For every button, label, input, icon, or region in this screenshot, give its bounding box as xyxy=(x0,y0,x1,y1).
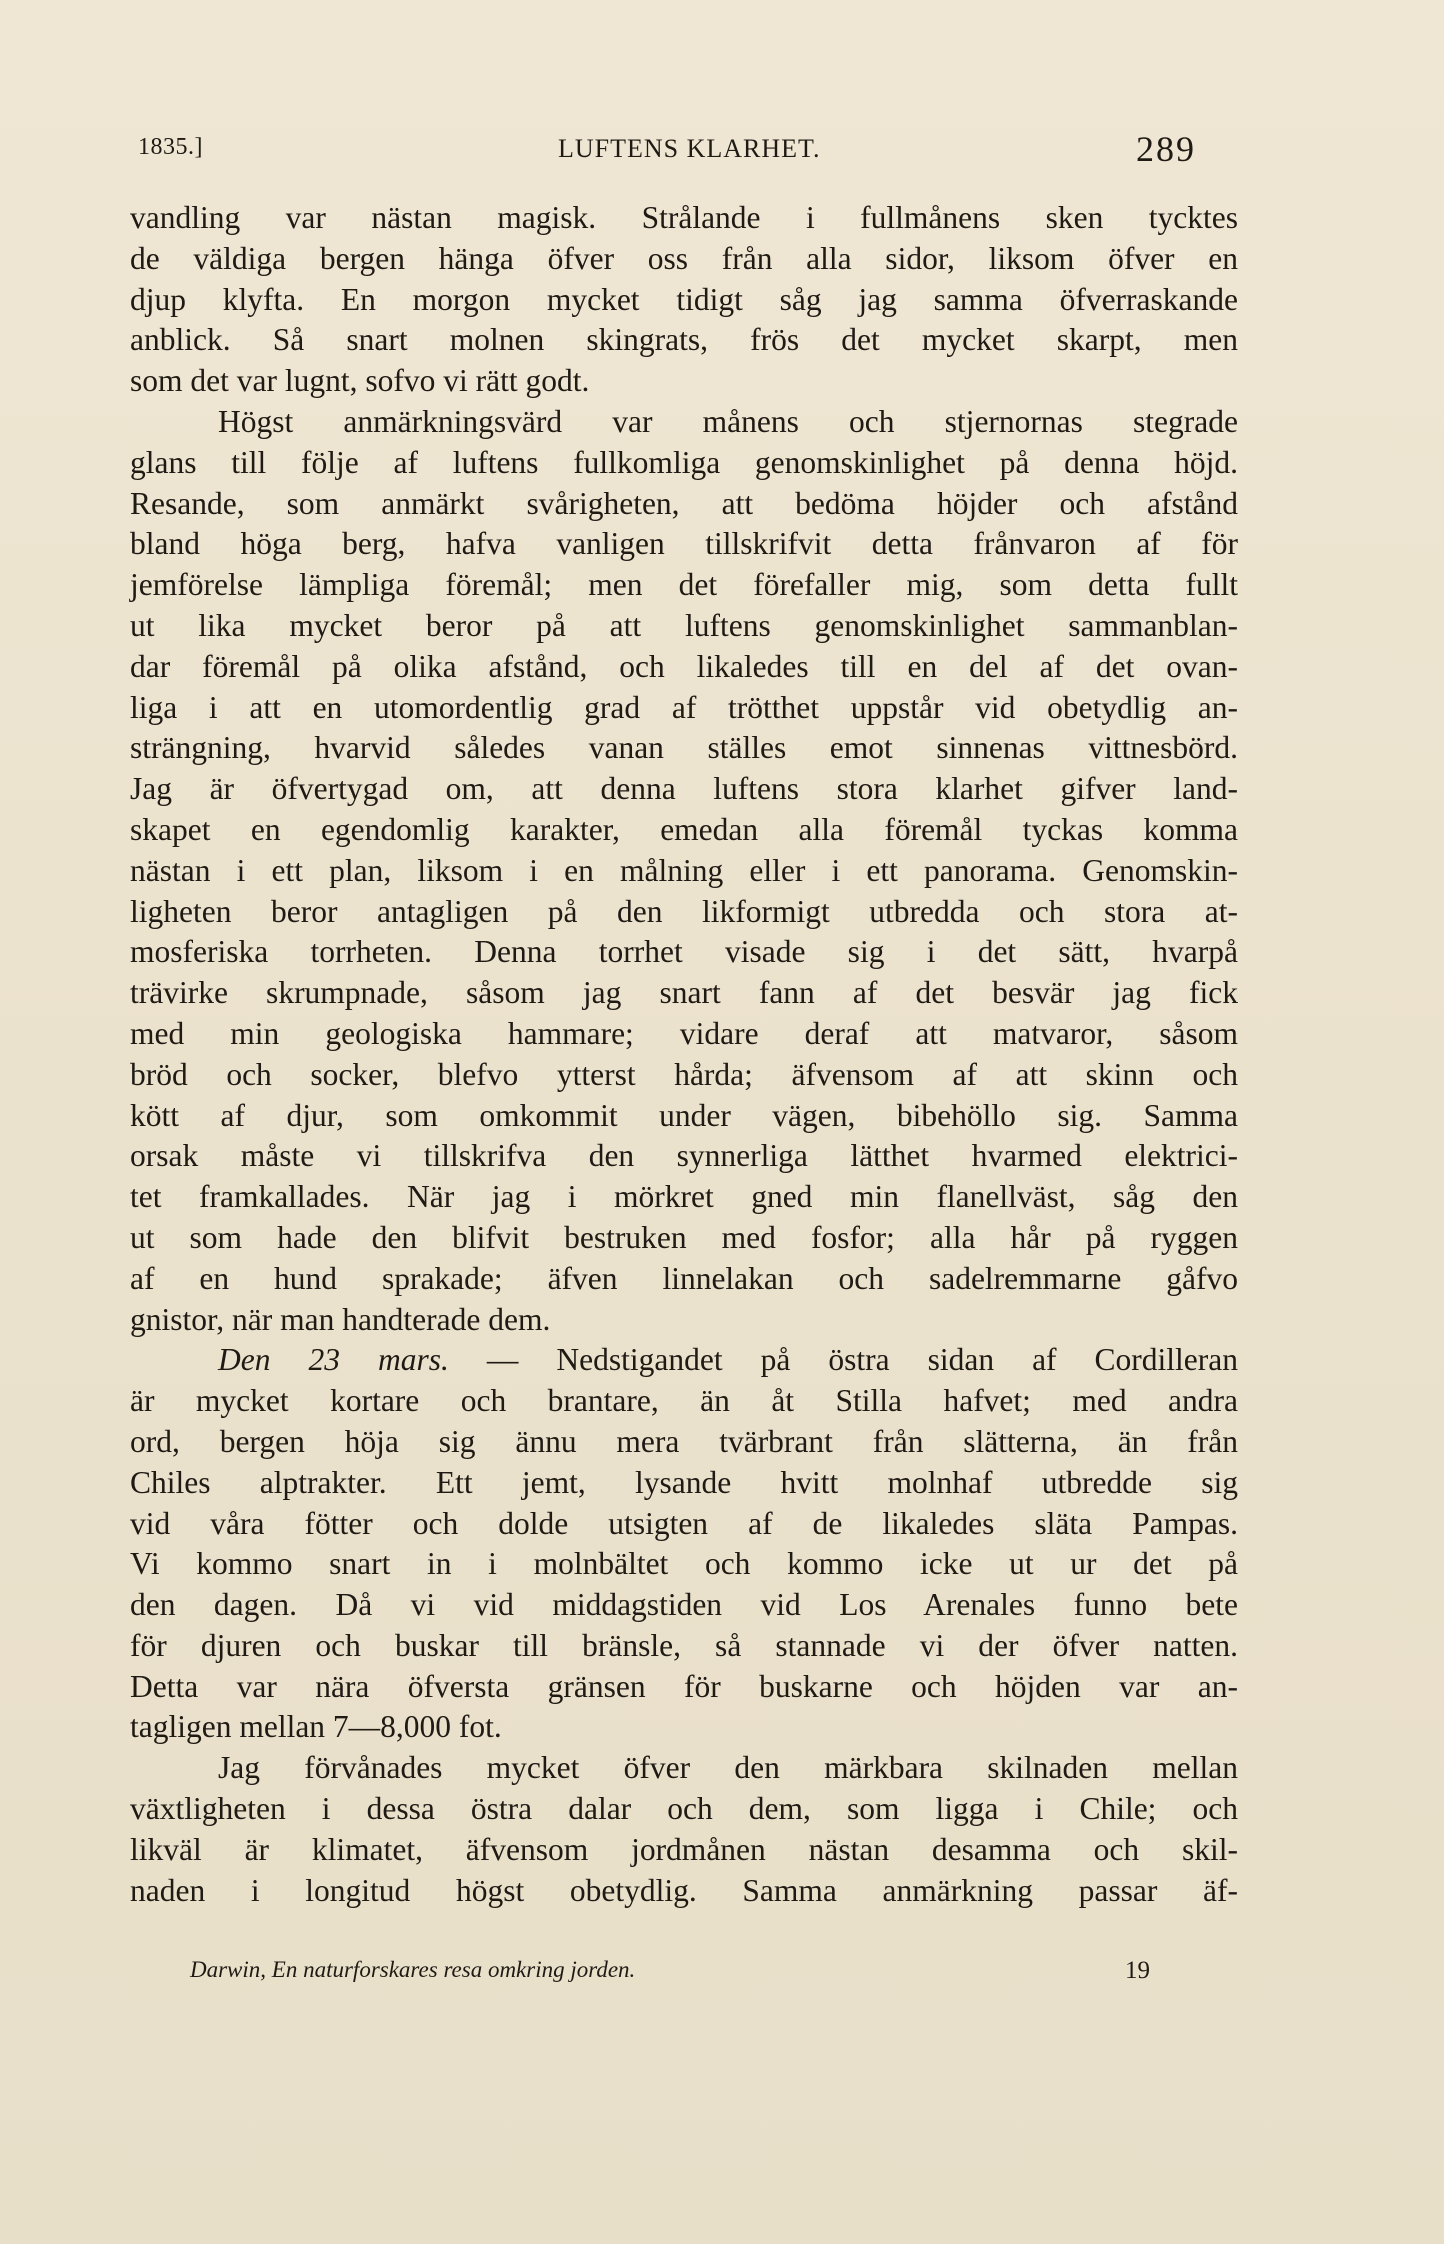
text-line: trävirke skrumpnade, såsom jag snart fann af det besvär jag fick xyxy=(130,975,1238,1011)
text-line: nästan i ett plan, liksom i en målning eller i ett panorama. Genomskin- xyxy=(130,852,1238,888)
text-line: bröd och socker, blefvo ytterst hårda; äfvensom af att skinn och xyxy=(130,1056,1238,1092)
header-title: LUFTENS KLARHET. xyxy=(558,134,821,163)
page-footer xyxy=(190,1957,1170,1997)
text-line: Detta var nära öfversta gränsen för buskarne och höjden var an- xyxy=(130,1668,1238,1704)
text-line: Jag är öfvertygad om, att denna luftens stora klarhet gifver land- xyxy=(130,771,1238,807)
text-line: med min geologiska hammare; vidare deraf att matvaror, såsom xyxy=(130,1015,1238,1051)
text-line: ord, bergen höja sig ännu mera tvärbrant från slätterna, än från xyxy=(130,1423,1238,1459)
header-year: 1835.] xyxy=(138,134,203,160)
text-line: skapet en egendomlig karakter, emedan alla föremål tyckas komma xyxy=(130,811,1238,847)
text-line: vandling var nästan magisk. Strålande i fullmånens sken tycktes xyxy=(130,200,1238,235)
text-line: som det var lugnt, sofvo vi rätt godt. xyxy=(130,363,590,399)
text-line: djup klyfta. En morgon mycket tidigt såg jag samma öfverraskande xyxy=(130,281,1238,317)
text-line: vid våra fötter och dolde utsigten af de likaledes släta Pampas. xyxy=(130,1505,1238,1541)
text-line: Jag förvånades mycket öfver den märkbara skilnaden mellan xyxy=(218,1750,1238,1786)
text-line: tet framkallades. När jag i mörkret gned min flanellväst, såg den xyxy=(130,1179,1238,1215)
text-line: de väldiga bergen hänga öfver oss från alla sidor, liksom öfver en xyxy=(130,240,1238,276)
text-line: Vi kommo snart in i molnbältet och kommo icke ut ur det på xyxy=(130,1546,1238,1582)
text-line: anblick. Så snart molnen skingrats, frös det mycket skarpt, men xyxy=(130,322,1238,358)
text-line: Resande, som anmärkt svårigheten, att bedöma höjder och afstånd xyxy=(130,485,1238,521)
text-line: af en hund sprakade; äfven linnelakan och sadelremmarne gåfvo xyxy=(130,1260,1238,1296)
text-line: Chiles alptrakter. Ett jemt, lysande hvitt molnhaf utbredde sig xyxy=(130,1464,1238,1500)
text-line: ligheten beror antagligen på den likformigt utbredda och stora at- xyxy=(130,893,1238,929)
text-line: kött af djur, som omkommit under vägen, bibehöllo sig. Samma xyxy=(130,1097,1238,1133)
text-line: för djuren och buskar till bränsle, så stannade vi der öfver natten. xyxy=(130,1627,1238,1663)
text-line: glans till följe af luftens fullkomliga genomskinlighet på denna höjd. xyxy=(130,444,1238,480)
text-line: likväl är klimatet, äfvensom jordmånen nästan desamma och skil- xyxy=(130,1831,1238,1867)
text-line: tagligen mellan 7—8,000 fot. xyxy=(130,1709,502,1745)
date-heading-text: — Nedstigandet på östra sidan af Cordilleran xyxy=(448,1342,1239,1378)
text-line: liga i att en utomordentlig grad af trötthet uppstår vid obetydlig an- xyxy=(130,689,1238,725)
text-line: växtligheten i dessa östra dalar och dem, som ligga i Chile; och xyxy=(130,1791,1238,1827)
text-line: ut lika mycket beror på att luftens genomskinlighet sammanblan- xyxy=(130,607,1238,643)
date-heading: Den 23 mars. xyxy=(218,1342,449,1378)
text-line: gnistor, när man handterade dem. xyxy=(130,1301,551,1337)
text-line: jemförelse lämpliga föremål; men det förefaller mig, som detta fullt xyxy=(130,567,1238,603)
text-line: naden i longitud högst obetydlig. Samma anmärkning passar äf- xyxy=(130,1872,1238,1908)
signature-mark: 19 xyxy=(1125,1957,1150,1984)
text-line: orsak måste vi tillskrifva den synnerliga lätthet hvarmed elektrici- xyxy=(130,1138,1238,1174)
text-line: mosferiska torrheten. Denna torrhet visade sig i det sätt, hvarpå xyxy=(130,934,1238,970)
footer-caption: Darwin, En naturforskares resa omkring jorden. xyxy=(190,1957,636,1982)
body-text xyxy=(130,198,1238,1911)
text-line: Högst anmärkningsvärd var månens och stjernornas stegrade xyxy=(218,403,1238,439)
text-line: bland höga berg, hafva vanligen tillskrifvit detta frånvaron af för xyxy=(130,526,1238,562)
text-line: ut som hade den blifvit bestruken med fosfor; alla hår på ryggen xyxy=(130,1219,1238,1255)
text-line: strängning, hvarvid således vanan ställes emot sinnenas vittnesbörd. xyxy=(130,730,1238,766)
page-number: 289 xyxy=(1136,129,1196,169)
text-line: är mycket kortare och brantare, än åt Stilla hafvet; med andra xyxy=(130,1383,1238,1419)
text-line: dar föremål på olika afstånd, och likaledes till en del af det ovan- xyxy=(130,648,1238,684)
text-line: den dagen. Då vi vid middagstiden vid Los Arenales funno bete xyxy=(130,1587,1238,1623)
date-heading-line xyxy=(130,1340,1238,1381)
running-header xyxy=(138,128,1230,178)
